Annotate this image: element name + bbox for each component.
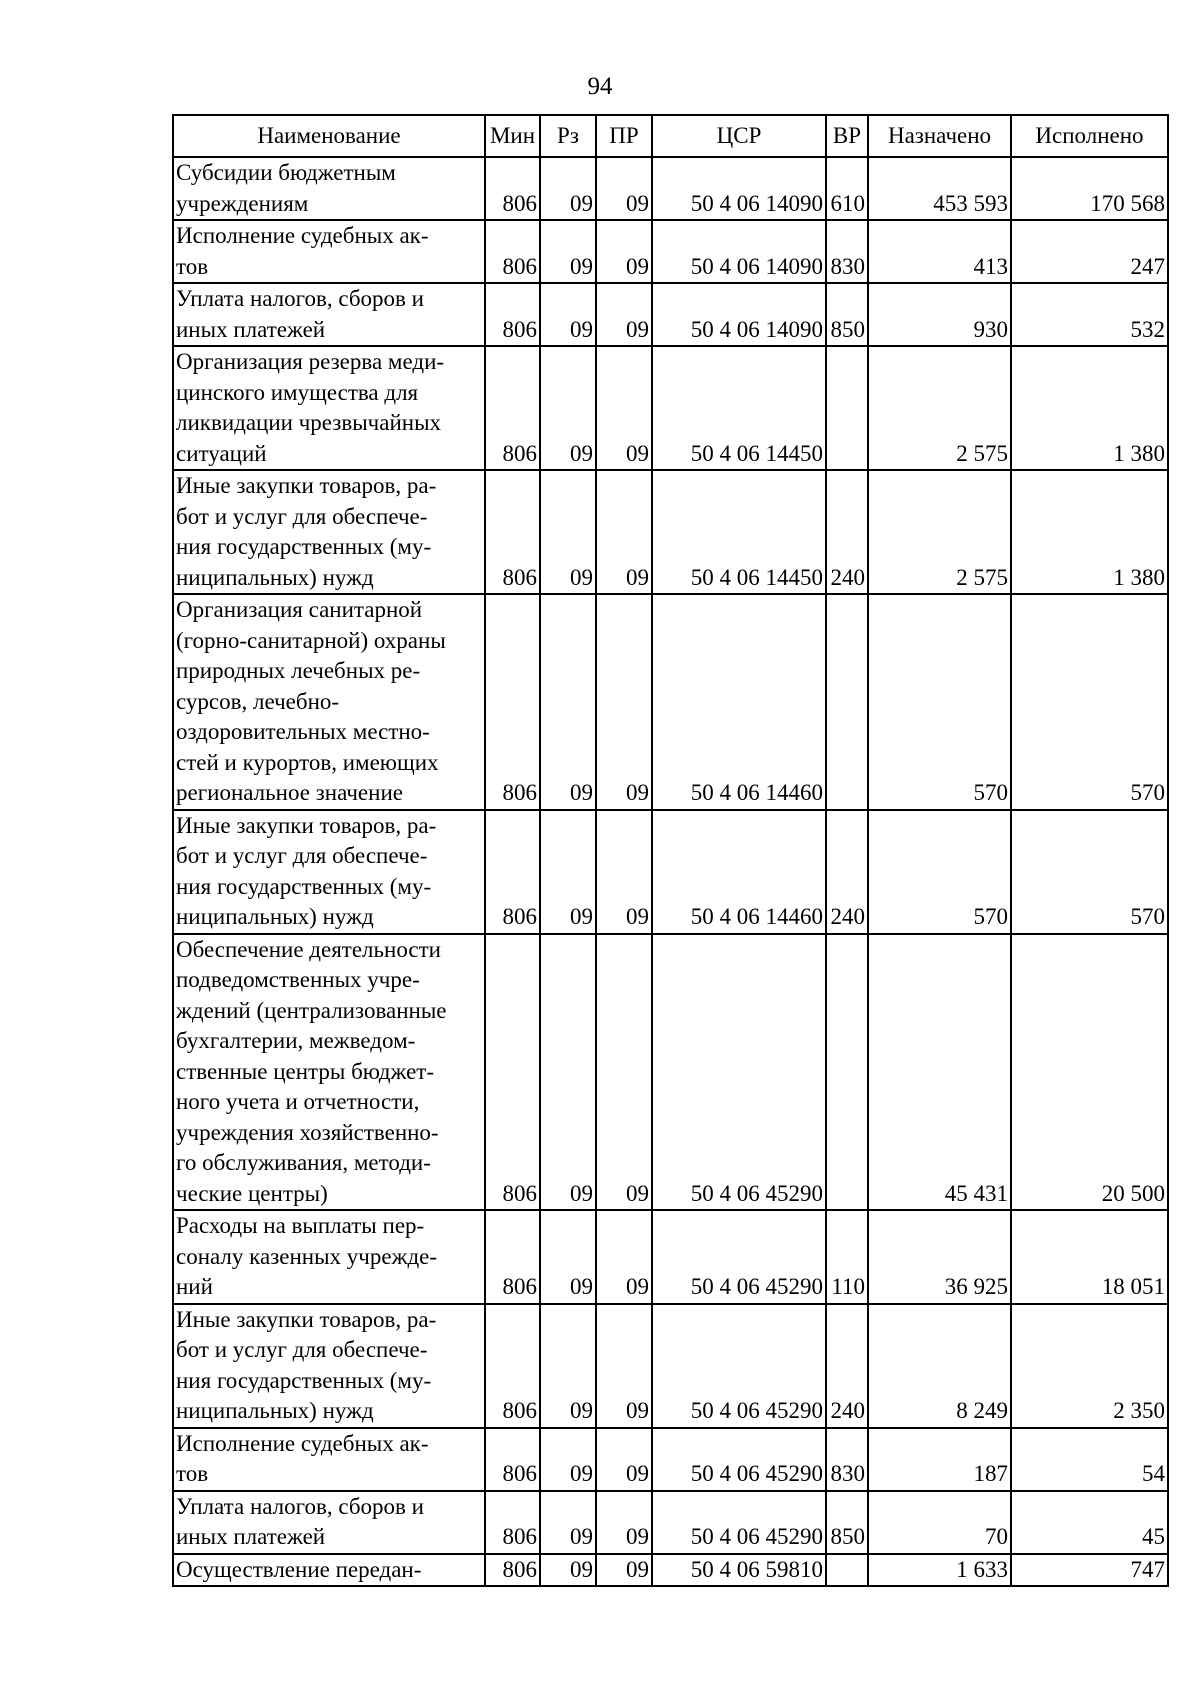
header-name: Наименование (173, 115, 485, 157)
row-csr-cell: 50 4 06 45290 (652, 1304, 826, 1428)
header-csr: ЦСР (652, 115, 826, 157)
row-name-cell: Исполнение судебных ак- тов (173, 220, 485, 283)
table-row (173, 1554, 1168, 1587)
header-rz: Рз (540, 115, 596, 157)
row-assigned-cell: 45 431 (868, 934, 1011, 1211)
header-min: Мин (485, 115, 540, 157)
row-rz-cell: 09 (540, 594, 596, 810)
row-vr-cell: 850 (826, 1491, 868, 1554)
row-min-cell: 806 (485, 1428, 540, 1491)
row-assigned-cell: 570 (868, 594, 1011, 810)
row-min-cell: 806 (485, 346, 540, 470)
row-min-cell: 806 (485, 1491, 540, 1554)
row-pr-cell: 09 (596, 470, 652, 594)
row-name-cell: Уплата налогов, сборов и иных платежей (173, 283, 485, 346)
row-name-cell: Уплата налогов, сборов и иных платежей (173, 1491, 485, 1554)
row-csr-cell: 50 4 06 14450 (652, 346, 826, 470)
header-pr: ПР (596, 115, 652, 157)
table-row (173, 1491, 1168, 1554)
row-csr-cell: 50 4 06 59810 (652, 1554, 826, 1587)
row-min-cell: 806 (485, 157, 540, 220)
row-name-cell: Осуществление передан- (173, 1554, 485, 1587)
row-assigned-cell: 187 (868, 1428, 1011, 1491)
row-min-cell: 806 (485, 1554, 540, 1587)
row-rz-cell: 09 (540, 810, 596, 934)
row-assigned-cell: 570 (868, 810, 1011, 934)
row-vr-cell: 830 (826, 220, 868, 283)
table-row (173, 810, 1168, 934)
row-vr-cell: 110 (826, 1210, 868, 1304)
row-pr-cell: 09 (596, 810, 652, 934)
row-vr-cell: 240 (826, 810, 868, 934)
row-rz-cell: 09 (540, 220, 596, 283)
row-vr-cell (826, 1554, 868, 1587)
row-csr-cell: 50 4 06 14090 (652, 220, 826, 283)
row-rz-cell: 09 (540, 157, 596, 220)
row-name-cell: Организация санитарной (горно-санитарной) охраны природных лечебных ре- сурсов, лечебно- оздоровительных местно- стей и курортов, имеющих региональное значение (173, 594, 485, 810)
row-executed-cell: 570 (1011, 810, 1168, 934)
row-executed-cell: 20 500 (1011, 934, 1168, 1211)
row-vr-cell: 240 (826, 470, 868, 594)
row-min-cell: 806 (485, 220, 540, 283)
row-executed-cell: 18 051 (1011, 1210, 1168, 1304)
row-pr-cell: 09 (596, 1554, 652, 1587)
row-rz-cell: 09 (540, 1304, 596, 1428)
row-pr-cell: 09 (596, 1210, 652, 1304)
row-pr-cell: 09 (596, 934, 652, 1211)
row-name-cell: Организация резерва меди- цинского имущества для ликвидации чрезвычайных ситуаций (173, 346, 485, 470)
row-rz-cell: 09 (540, 1210, 596, 1304)
row-name-cell: Расходы на выплаты пер- соналу казенных учрежде- ний (173, 1210, 485, 1304)
row-assigned-cell: 2 575 (868, 470, 1011, 594)
table-row (173, 1304, 1168, 1428)
table-row (173, 283, 1168, 346)
row-name-cell: Иные закупки товаров, ра- бот и услуг для обеспече- ния государственных (му- ниципальных) нужд (173, 1304, 485, 1428)
row-name-cell: Обеспечение деятельности подведомственных учре- ждений (централизованные бухгалтерии, межведом- ственные центры бюджет- ного учета и отчетности, учреждения хозяйственно- го обслуживания, методи- ческие центры) (173, 934, 485, 1211)
row-pr-cell: 09 (596, 1491, 652, 1554)
row-rz-cell: 09 (540, 346, 596, 470)
row-csr-cell: 50 4 06 45290 (652, 1491, 826, 1554)
table-row (173, 157, 1168, 220)
row-rz-cell: 09 (540, 1491, 596, 1554)
row-assigned-cell: 930 (868, 283, 1011, 346)
row-min-cell: 806 (485, 283, 540, 346)
header-assigned: Назначено (868, 115, 1011, 157)
header-vr: ВР (826, 115, 868, 157)
table-row (173, 470, 1168, 594)
row-vr-cell: 240 (826, 1304, 868, 1428)
row-pr-cell: 09 (596, 1428, 652, 1491)
row-csr-cell: 50 4 06 45290 (652, 1210, 826, 1304)
row-pr-cell: 09 (596, 594, 652, 810)
header-executed: Исполнено (1011, 115, 1168, 157)
row-name-cell: Субсидии бюджетным учреждениям (173, 157, 485, 220)
row-vr-cell (826, 594, 868, 810)
row-assigned-cell: 2 575 (868, 346, 1011, 470)
row-assigned-cell: 70 (868, 1491, 1011, 1554)
row-vr-cell: 830 (826, 1428, 868, 1491)
row-executed-cell: 170 568 (1011, 157, 1168, 220)
row-vr-cell: 610 (826, 157, 868, 220)
row-csr-cell: 50 4 06 14460 (652, 594, 826, 810)
row-rz-cell: 09 (540, 470, 596, 594)
row-executed-cell: 570 (1011, 594, 1168, 810)
row-csr-cell: 50 4 06 14460 (652, 810, 826, 934)
row-vr-cell (826, 934, 868, 1211)
row-executed-cell: 54 (1011, 1428, 1168, 1491)
row-csr-cell: 50 4 06 14090 (652, 283, 826, 346)
table-header (173, 115, 1168, 157)
row-assigned-cell: 1 633 (868, 1554, 1011, 1587)
row-executed-cell: 45 (1011, 1491, 1168, 1554)
row-rz-cell: 09 (540, 934, 596, 1211)
table-row (173, 220, 1168, 283)
row-assigned-cell: 453 593 (868, 157, 1011, 220)
row-min-cell: 806 (485, 1210, 540, 1304)
budget-table (172, 114, 1169, 1587)
table-row (173, 1210, 1168, 1304)
row-executed-cell: 2 350 (1011, 1304, 1168, 1428)
row-rz-cell: 09 (540, 1428, 596, 1491)
row-csr-cell: 50 4 06 14450 (652, 470, 826, 594)
row-executed-cell: 532 (1011, 283, 1168, 346)
row-assigned-cell: 8 249 (868, 1304, 1011, 1428)
table-row (173, 346, 1168, 470)
row-pr-cell: 09 (596, 1304, 652, 1428)
table-row (173, 594, 1168, 810)
page-number: 94 (587, 73, 613, 100)
row-vr-cell (826, 346, 868, 470)
row-pr-cell: 09 (596, 283, 652, 346)
row-csr-cell: 50 4 06 45290 (652, 1428, 826, 1491)
table-row (173, 1428, 1168, 1491)
row-executed-cell: 1 380 (1011, 346, 1168, 470)
header-row (173, 115, 1168, 157)
row-executed-cell: 1 380 (1011, 470, 1168, 594)
row-rz-cell: 09 (540, 283, 596, 346)
row-assigned-cell: 413 (868, 220, 1011, 283)
row-name-cell: Исполнение судебных ак- тов (173, 1428, 485, 1491)
row-min-cell: 806 (485, 934, 540, 1211)
row-min-cell: 806 (485, 594, 540, 810)
table-row (173, 934, 1168, 1211)
row-min-cell: 806 (485, 810, 540, 934)
row-vr-cell: 850 (826, 283, 868, 346)
row-executed-cell: 747 (1011, 1554, 1168, 1587)
row-name-cell: Иные закупки товаров, ра- бот и услуг для обеспече- ния государственных (му- ниципальных) нужд (173, 470, 485, 594)
row-min-cell: 806 (485, 470, 540, 594)
table-body (173, 157, 1168, 1586)
row-csr-cell: 50 4 06 45290 (652, 934, 826, 1211)
row-assigned-cell: 36 925 (868, 1210, 1011, 1304)
row-pr-cell: 09 (596, 220, 652, 283)
row-name-cell: Иные закупки товаров, ра- бот и услуг для обеспече- ния государственных (му- ниципальных) нужд (173, 810, 485, 934)
row-pr-cell: 09 (596, 157, 652, 220)
row-rz-cell: 09 (540, 1554, 596, 1587)
row-min-cell: 806 (485, 1304, 540, 1428)
row-executed-cell: 247 (1011, 220, 1168, 283)
row-csr-cell: 50 4 06 14090 (652, 157, 826, 220)
row-pr-cell: 09 (596, 346, 652, 470)
